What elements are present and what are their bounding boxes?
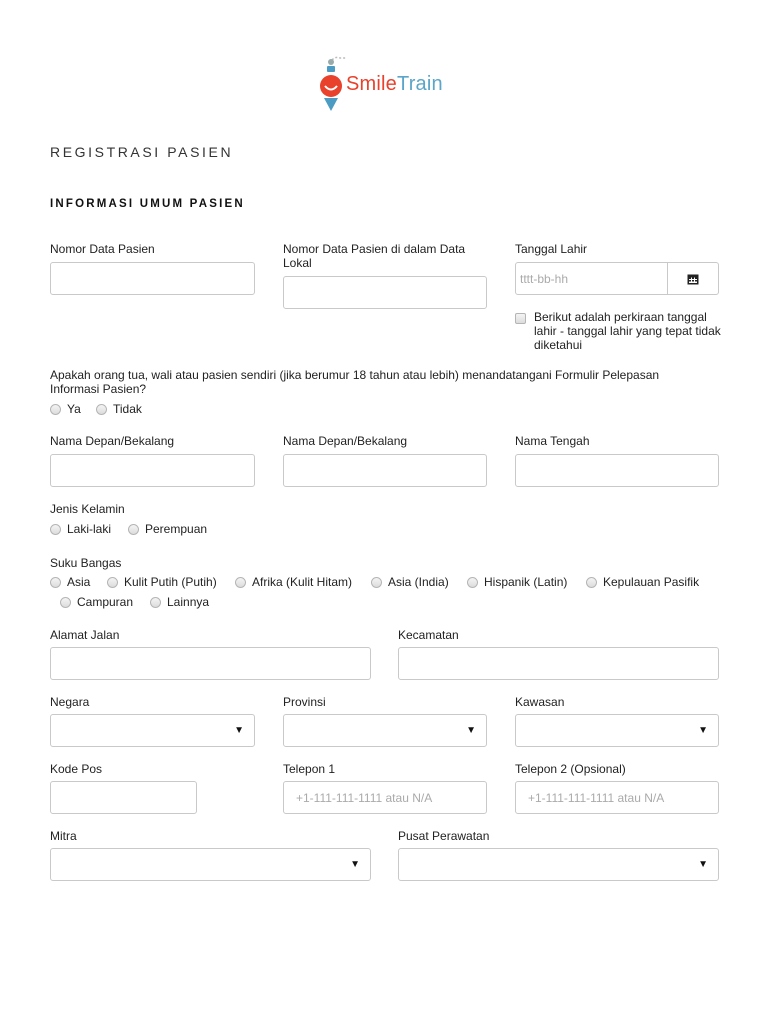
page-title: REGISTRASI PASIEN xyxy=(50,144,234,160)
smile-train-logo xyxy=(318,54,452,112)
treatment-center-label: Pusat Perawatan xyxy=(398,829,490,843)
first-name-input[interactable] xyxy=(50,454,255,487)
ethnicity-radio[interactable] xyxy=(586,577,597,588)
phone1-placeholder: +1-111-111-1111 atau N/A xyxy=(296,791,433,805)
ethnicity-option[interactable]: Campuran xyxy=(60,595,133,609)
calendar-button[interactable] xyxy=(667,263,718,294)
local-record-number-input[interactable] xyxy=(283,276,487,309)
ethnicity-radio[interactable] xyxy=(150,597,161,608)
ethnicity-option[interactable]: Asia xyxy=(50,575,90,589)
phone2-label: Telepon 2 (Opsional) xyxy=(515,762,626,776)
middle-name-input[interactable] xyxy=(515,454,719,487)
birth-date-label: Tanggal Lahir xyxy=(515,242,588,256)
release-yes-radio[interactable] xyxy=(50,404,61,415)
local-record-number-label: Nomor Data Pasien di dalam Data Lokal xyxy=(283,242,466,270)
birth-estimate-checkbox[interactable] xyxy=(515,313,526,324)
gender-male-option[interactable]: Laki-laki xyxy=(50,522,111,536)
treatment-center-select[interactable] xyxy=(398,848,719,881)
middle-name-label: Nama Tengah xyxy=(515,434,590,448)
ethnicity-radio[interactable] xyxy=(235,577,246,588)
chevron-down-icon: ▼ xyxy=(698,859,708,870)
patient-record-number-label: Nomor Data Pasien xyxy=(50,242,155,256)
ethnicity-radio[interactable] xyxy=(60,597,71,608)
release-form-question: Apakah orang tua, wali atau pasien sendiri (jika berumur 18 tahun atau lebih) menandatangani Formulir Pelepasan Informasi Pasien? xyxy=(50,368,660,396)
ethnicity-radio[interactable] xyxy=(107,577,118,588)
birth-estimate-label: Berikut adalah perkiraan tanggal lahir - tanggal lahir yang tepat tidak diketahui xyxy=(534,310,721,352)
gender-male-radio[interactable] xyxy=(50,524,61,535)
partner-label: Mitra xyxy=(50,829,77,843)
ethnicity-radio[interactable] xyxy=(50,577,61,588)
patient-record-number-input[interactable] xyxy=(50,262,255,295)
ethnicity-option[interactable]: Afrika (Kulit Hitam) xyxy=(235,575,352,589)
ethnicity-option[interactable]: Hispanik (Latin) xyxy=(467,575,567,589)
phone2-placeholder: +1-111-111-1111 atau N/A xyxy=(528,791,665,805)
partner-select[interactable] xyxy=(50,848,371,881)
phone1-label: Telepon 1 xyxy=(283,762,336,776)
chevron-down-icon: ▼ xyxy=(698,725,708,736)
phone1-input[interactable] xyxy=(283,781,487,814)
country-label: Negara xyxy=(50,695,90,709)
release-no-option[interactable]: Tidak xyxy=(96,402,142,416)
ethnicity-option[interactable]: Kulit Putih (Putih) xyxy=(107,575,217,589)
street-address-label: Alamat Jalan xyxy=(50,628,120,642)
ethnicity-radio[interactable] xyxy=(467,577,478,588)
province-select[interactable] xyxy=(283,714,487,747)
street-address-input[interactable] xyxy=(50,647,371,680)
province-label: Provinsi xyxy=(283,695,326,709)
region-select[interactable] xyxy=(515,714,719,747)
ethnicity-option[interactable]: Asia (India) xyxy=(371,575,449,589)
gender-label: Jenis Kelamin xyxy=(50,502,125,516)
gender-female-option[interactable]: Perempuan xyxy=(128,522,207,536)
district-input[interactable] xyxy=(398,647,719,680)
birth-date-placeholder: tttt-bb-hh xyxy=(520,272,569,286)
ethnicity-label: Suku Bangas xyxy=(50,556,122,570)
chevron-down-icon: ▼ xyxy=(234,725,244,736)
last-name-input[interactable] xyxy=(283,454,487,487)
logo-mark-icon xyxy=(318,54,348,112)
release-no-radio[interactable] xyxy=(96,404,107,415)
ethnicity-option[interactable]: Lainnya xyxy=(150,595,209,609)
region-label: Kawasan xyxy=(515,695,565,709)
release-yes-option[interactable]: Ya xyxy=(50,402,81,416)
ethnicity-option[interactable]: Kepulauan Pasifik xyxy=(586,575,699,589)
phone2-input[interactable] xyxy=(515,781,719,814)
calendar-icon xyxy=(687,273,699,285)
country-select[interactable] xyxy=(50,714,255,747)
postal-code-input[interactable] xyxy=(50,781,197,814)
district-label: Kecamatan xyxy=(398,628,459,642)
chevron-down-icon: ▼ xyxy=(466,725,476,736)
birth-date-input[interactable] xyxy=(515,262,719,295)
brand-wordmark: SmileTrain xyxy=(346,73,443,95)
postal-code-label: Kode Pos xyxy=(50,762,103,776)
last-name-label: Nama Depan/Bekalang xyxy=(283,434,408,448)
section-title: INFORMASI UMUM PASIEN xyxy=(50,198,245,210)
gender-female-radio[interactable] xyxy=(128,524,139,535)
first-name-label: Nama Depan/Bekalang xyxy=(50,434,175,448)
chevron-down-icon: ▼ xyxy=(350,859,360,870)
ethnicity-radio[interactable] xyxy=(371,577,382,588)
